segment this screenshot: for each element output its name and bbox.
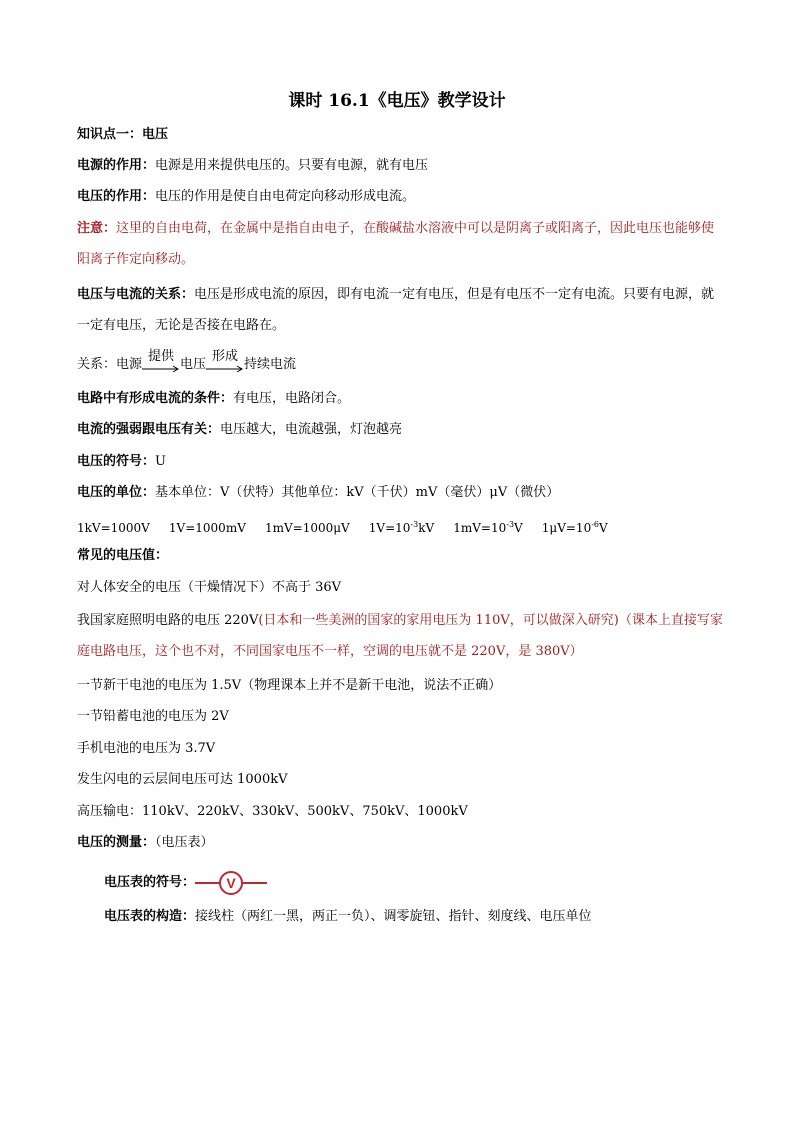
term-label: 电压的作用：: [77, 189, 156, 204]
term-label: 电流的强弱跟电压有关：: [77, 422, 221, 437]
note-text: 这里的自由电荷，在金属中是指自由电子，在酸碱盐水溶液中可以是阴离子或阳离子，因此电压也能够使阳离子作定向移动。: [77, 221, 715, 267]
voltmeter-icon: [195, 871, 267, 895]
paragraph-current-strength: [77, 421, 727, 439]
term-label: 电路中有形成电流的条件：: [77, 391, 234, 406]
paragraph-text: 电压是形成电流的原因，即有电流一定有电压，但是有电压不一定有电流。只要有电源，就一定有电压，无论是否接在电路在。: [77, 287, 715, 333]
term-label: 电压表的符号：: [104, 875, 196, 890]
voltmeter-letter: V: [226, 875, 236, 891]
section-heading: 知识点一：电压: [77, 127, 169, 142]
term-label: 电压表的构造：: [104, 909, 196, 924]
paragraph-circuit-condition: [77, 390, 727, 408]
paragraph-text: （电压表）: [155, 835, 214, 850]
relation-diagram: [77, 344, 727, 374]
right-arrow-icon: [206, 364, 244, 374]
note-label: 注意：: [77, 221, 117, 236]
paragraph-voltage-role: [77, 188, 727, 206]
voltage-item-household: [77, 605, 727, 667]
arrow-label-provide: 提供: [148, 349, 175, 364]
term-label: 电压的单位：: [77, 485, 156, 500]
paragraph-voltage-symbol: [77, 453, 727, 471]
paragraph-text: 电压越大，电流越强，灯泡越亮: [220, 422, 403, 437]
paragraph-voltmeter-construction: [104, 908, 754, 926]
voltage-item-dry-cell: 一节新干电池的电压为 1.5V（物理课本上并不是新干电池，说法不正确）: [77, 678, 502, 693]
household-note-2: （课本上直接写家庭电路电压，这个也不对，不同国家电压不一样，空调的电压就不是 220V，是 380V）: [77, 613, 723, 659]
paragraph-text: 电压的作用是使自由电荷定向移动形成电流。: [155, 189, 416, 204]
arrow-form: [206, 350, 244, 374]
note-paragraph: [77, 213, 727, 275]
voltage-item-phone: 手机电池的电压为 3.7V: [77, 741, 216, 756]
conversion-5: $1mV=10^{-3}V$: [453, 520, 523, 535]
right-arrow-icon: [142, 364, 180, 374]
page-title: 课时 16.1《电压》教学设计: [288, 91, 506, 111]
paragraph-power-source: [77, 157, 727, 175]
conversion-3: 1mV=1000μV: [264, 521, 350, 535]
paragraph-text: 电源是用来提供电压的。只要有电源，就有电压: [155, 158, 429, 173]
conversion-4: $1V=10^{-3}kV$: [368, 520, 435, 535]
arrow-label-form: 形成: [212, 349, 239, 364]
conversion-2: 1V=1000mV: [168, 521, 246, 535]
conversion-1: 1kV=1000V: [77, 521, 150, 535]
term-label: 电压的符号：: [77, 454, 156, 469]
paragraph-text: 基本单位：V（伏特）其他单位：kV（千伏）mV（毫伏）μV（微伏）: [155, 485, 560, 500]
voltmeter-symbol-row: [104, 871, 754, 895]
term-label: 电压的测量：: [77, 835, 156, 850]
paragraph-text: U: [155, 454, 166, 469]
conversion-6: $1\mu V=10^{-6}V$: [541, 520, 608, 535]
voltage-item-transmission: 高压输电：110kV、220kV、330kV、500kV、750kV、1000kV: [77, 804, 468, 819]
paragraph-voltage-units: [77, 484, 727, 502]
relation-voltage: 电压: [180, 357, 207, 372]
paragraph-text: 接线柱（两红一黑，两正一负）、调零旋钮、指针、刻度线、电压单位: [195, 909, 592, 924]
voltage-item-lead-acid: 一节铅蓄电池的电压为 2V: [77, 709, 229, 724]
voltage-item-lightning: 发生闪电的云层间电压可达 1000kV: [77, 772, 288, 787]
arrow-provide: [142, 350, 180, 374]
voltage-item-safe: 对人体安全的电压（干燥情况下）不高于 36V: [77, 580, 342, 595]
common-voltages-heading: 常见的电压值：: [77, 548, 169, 563]
household-text: 我国家庭照明电路的电压 220V: [77, 613, 259, 628]
relation-source: 电源: [116, 357, 143, 372]
unit-conversions: [77, 516, 727, 537]
term-label: 电压与电流的关系：: [77, 287, 195, 302]
relation-label: 关系：: [77, 357, 117, 372]
term-label: 电源的作用：: [77, 158, 156, 173]
paragraph-measurement: [77, 834, 727, 852]
paragraph-voltage-current: [77, 279, 727, 341]
household-note-1: (日本和一些美洲的国家的家用电压为 110V，可以做深入研究): [258, 613, 619, 628]
relation-current: 持续电流: [244, 357, 297, 372]
paragraph-text: 有电压，电路闭合。: [233, 391, 351, 406]
